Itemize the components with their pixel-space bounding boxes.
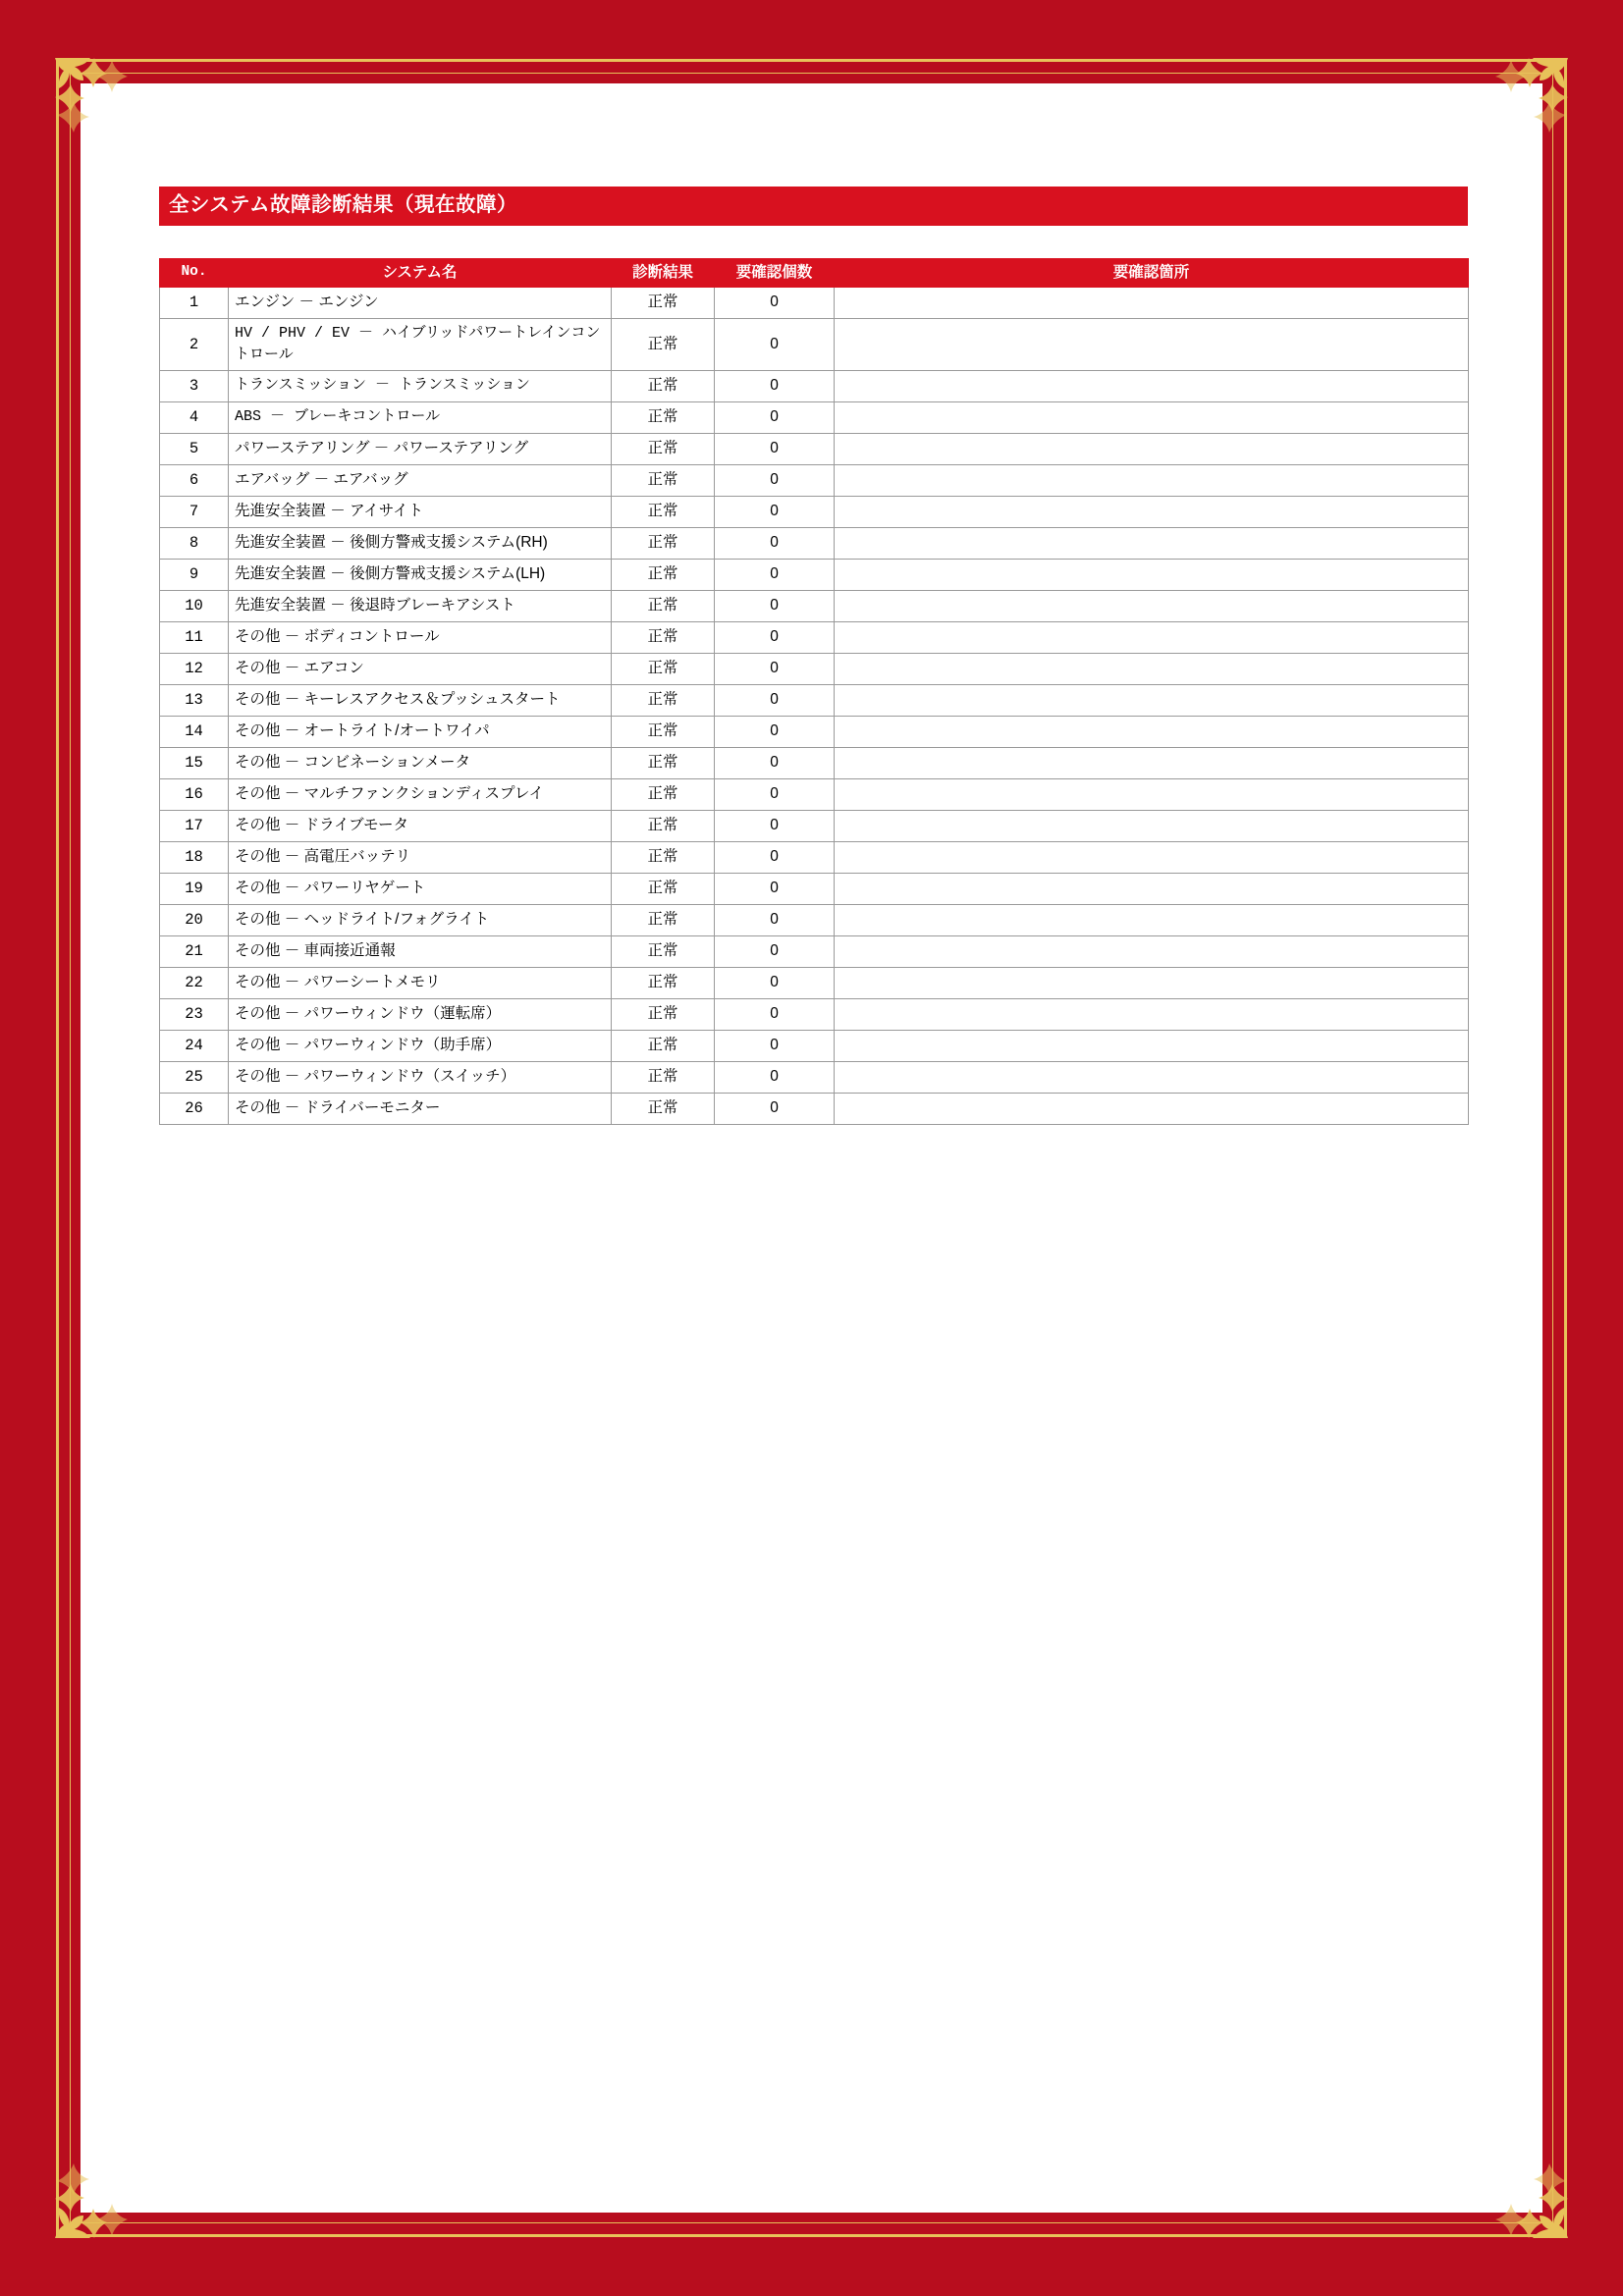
cell-system-name: 先進安全装置 － アイサイト [229, 496, 612, 527]
cell-check-location [835, 288, 1469, 319]
cell-check-location [835, 401, 1469, 433]
table-row [160, 998, 1469, 1030]
cell-check-count: 0 [715, 496, 835, 527]
cell-no: 26 [160, 1093, 229, 1124]
cell-check-count: 0 [715, 684, 835, 716]
cell-system-name: その他 － キーレスアクセス＆プッシュスタート [229, 684, 612, 716]
cell-no: 25 [160, 1061, 229, 1093]
cell-check-count: 0 [715, 288, 835, 319]
cell-check-count: 0 [715, 559, 835, 590]
cell-system-name: パワーステアリング － パワーステアリング [229, 433, 612, 464]
cell-no: 24 [160, 1030, 229, 1061]
cell-system-name: その他 － マルチファンクションディスプレイ [229, 778, 612, 810]
cell-check-location [835, 778, 1469, 810]
cell-system-name: その他 － ドライブモータ [229, 810, 612, 841]
table-body [160, 288, 1469, 1125]
cell-check-count: 0 [715, 1030, 835, 1061]
cell-diagnostic-result: 正常 [612, 653, 715, 684]
table-row [160, 841, 1469, 873]
cell-diagnostic-result: 正常 [612, 967, 715, 998]
cell-no: 7 [160, 496, 229, 527]
cell-system-name: 先進安全装置 － 後側方警戒支援システム(RH) [229, 527, 612, 559]
cell-check-location [835, 747, 1469, 778]
cell-diagnostic-result: 正常 [612, 716, 715, 747]
cell-check-count: 0 [715, 747, 835, 778]
cell-system-name: その他 － パワーウィンドウ（運転席） [229, 998, 612, 1030]
cell-check-location [835, 653, 1469, 684]
cell-no: 5 [160, 433, 229, 464]
table-header-row [160, 258, 1469, 288]
table-row [160, 288, 1469, 319]
cell-check-count: 0 [715, 998, 835, 1030]
cell-diagnostic-result: 正常 [612, 621, 715, 653]
cell-no: 2 [160, 319, 229, 371]
cell-system-name: トランスミッション － トランスミッション [229, 370, 612, 401]
table-row [160, 496, 1469, 527]
cell-check-location [835, 1093, 1469, 1124]
cell-no: 17 [160, 810, 229, 841]
cell-system-name: その他 － パワーリヤゲート [229, 873, 612, 904]
cell-system-name: その他 － パワーシートメモリ [229, 967, 612, 998]
cell-check-location [835, 716, 1469, 747]
cell-diagnostic-result: 正常 [612, 370, 715, 401]
cell-diagnostic-result: 正常 [612, 527, 715, 559]
table-row [160, 684, 1469, 716]
column-header-result: 診断結果 [612, 258, 715, 288]
cell-no: 18 [160, 841, 229, 873]
cell-diagnostic-result: 正常 [612, 496, 715, 527]
cell-check-count: 0 [715, 401, 835, 433]
cell-diagnostic-result: 正常 [612, 559, 715, 590]
diagnostic-results-table [159, 258, 1469, 1125]
cell-check-location [835, 935, 1469, 967]
cell-diagnostic-result: 正常 [612, 401, 715, 433]
column-header-no: No. [160, 258, 229, 288]
table-row [160, 590, 1469, 621]
table-row [160, 464, 1469, 496]
table-row [160, 716, 1469, 747]
cell-check-location [835, 684, 1469, 716]
cell-check-count: 0 [715, 873, 835, 904]
cell-no: 11 [160, 621, 229, 653]
cell-no: 16 [160, 778, 229, 810]
cell-check-count: 0 [715, 527, 835, 559]
cell-no: 9 [160, 559, 229, 590]
cell-check-count: 0 [715, 319, 835, 371]
cell-check-location [835, 841, 1469, 873]
page-title: 全システム故障診断結果（現在故障） [159, 187, 1468, 226]
cell-check-count: 0 [715, 904, 835, 935]
table-row [160, 747, 1469, 778]
cell-check-count: 0 [715, 621, 835, 653]
cell-system-name: その他 － オートライト/オートワイパ [229, 716, 612, 747]
cell-no: 1 [160, 288, 229, 319]
cell-system-name: その他 － 高電圧バッテリ [229, 841, 612, 873]
cell-system-name: その他 － エアコン [229, 653, 612, 684]
cell-no: 8 [160, 527, 229, 559]
cell-diagnostic-result: 正常 [612, 998, 715, 1030]
cell-diagnostic-result: 正常 [612, 1093, 715, 1124]
table-row [160, 1030, 1469, 1061]
cell-check-count: 0 [715, 464, 835, 496]
table-row [160, 810, 1469, 841]
cell-check-location [835, 590, 1469, 621]
cell-check-count: 0 [715, 935, 835, 967]
cell-no: 23 [160, 998, 229, 1030]
cell-check-count: 0 [715, 433, 835, 464]
cell-check-count: 0 [715, 841, 835, 873]
table-row [160, 621, 1469, 653]
cell-system-name: ABS － ブレーキコントロール [229, 401, 612, 433]
cell-system-name: その他 － パワーウィンドウ（助手席） [229, 1030, 612, 1061]
cell-diagnostic-result: 正常 [612, 590, 715, 621]
cell-system-name: 先進安全装置 － 後側方警戒支援システム(LH) [229, 559, 612, 590]
column-header-system: システム名 [229, 258, 612, 288]
cell-diagnostic-result: 正常 [612, 747, 715, 778]
cell-check-location [835, 319, 1469, 371]
cell-check-location [835, 1030, 1469, 1061]
cell-check-location [835, 967, 1469, 998]
cell-no: 21 [160, 935, 229, 967]
cell-diagnostic-result: 正常 [612, 319, 715, 371]
cell-system-name: エアバッグ － エアバッグ [229, 464, 612, 496]
cell-system-name: その他 － ドライバーモニター [229, 1093, 612, 1124]
cell-diagnostic-result: 正常 [612, 904, 715, 935]
cell-diagnostic-result: 正常 [612, 1061, 715, 1093]
cell-check-location [835, 904, 1469, 935]
cell-diagnostic-result: 正常 [612, 288, 715, 319]
cell-no: 3 [160, 370, 229, 401]
table-row [160, 967, 1469, 998]
cell-no: 4 [160, 401, 229, 433]
cell-diagnostic-result: 正常 [612, 1030, 715, 1061]
cell-check-count: 0 [715, 778, 835, 810]
cell-check-location [835, 810, 1469, 841]
cell-diagnostic-result: 正常 [612, 935, 715, 967]
cell-no: 12 [160, 653, 229, 684]
cell-system-name: 先進安全装置 － 後退時ブレーキアシスト [229, 590, 612, 621]
cell-check-count: 0 [715, 590, 835, 621]
table-row [160, 401, 1469, 433]
table-row [160, 319, 1469, 371]
document-content [81, 83, 1542, 2213]
cell-diagnostic-result: 正常 [612, 873, 715, 904]
cell-no: 14 [160, 716, 229, 747]
table-row [160, 653, 1469, 684]
cell-no: 19 [160, 873, 229, 904]
table-row [160, 433, 1469, 464]
table-row [160, 1093, 1469, 1124]
cell-check-location [835, 370, 1469, 401]
cell-diagnostic-result: 正常 [612, 810, 715, 841]
cell-check-location [835, 873, 1469, 904]
column-header-count: 要確認個数 [715, 258, 835, 288]
cell-check-count: 0 [715, 967, 835, 998]
cell-check-count: 0 [715, 653, 835, 684]
cell-diagnostic-result: 正常 [612, 684, 715, 716]
cell-no: 20 [160, 904, 229, 935]
cell-check-location [835, 621, 1469, 653]
table-row [160, 527, 1469, 559]
cell-no: 6 [160, 464, 229, 496]
cell-system-name: その他 － パワーウィンドウ（スイッチ） [229, 1061, 612, 1093]
cell-check-location [835, 1061, 1469, 1093]
cell-system-name: HV / PHV / EV － ハイブリッドパワートレインコントロール [229, 319, 612, 371]
cell-system-name: その他 － ボディコントロール [229, 621, 612, 653]
cell-check-location [835, 433, 1469, 464]
cell-check-count: 0 [715, 370, 835, 401]
cell-diagnostic-result: 正常 [612, 841, 715, 873]
table-row [160, 370, 1469, 401]
cell-check-location [835, 559, 1469, 590]
table-row [160, 935, 1469, 967]
cell-check-count: 0 [715, 1061, 835, 1093]
cell-check-location [835, 527, 1469, 559]
cell-no: 10 [160, 590, 229, 621]
cell-system-name: その他 － ヘッドライト/フォグライト [229, 904, 612, 935]
cell-system-name: エンジン － エンジン [229, 288, 612, 319]
cell-check-count: 0 [715, 810, 835, 841]
cell-no: 22 [160, 967, 229, 998]
cell-no: 15 [160, 747, 229, 778]
cell-check-count: 0 [715, 716, 835, 747]
table-row [160, 873, 1469, 904]
cell-diagnostic-result: 正常 [612, 433, 715, 464]
table-row [160, 904, 1469, 935]
table-row [160, 1061, 1469, 1093]
table-row [160, 559, 1469, 590]
table-row [160, 778, 1469, 810]
cell-system-name: その他 － 車両接近通報 [229, 935, 612, 967]
cell-check-count: 0 [715, 1093, 835, 1124]
cell-diagnostic-result: 正常 [612, 778, 715, 810]
cell-system-name: その他 － コンビネーションメータ [229, 747, 612, 778]
cell-no: 13 [160, 684, 229, 716]
cell-check-location [835, 998, 1469, 1030]
cell-check-location [835, 496, 1469, 527]
cell-diagnostic-result: 正常 [612, 464, 715, 496]
column-header-where: 要確認箇所 [835, 258, 1469, 288]
cell-check-location [835, 464, 1469, 496]
